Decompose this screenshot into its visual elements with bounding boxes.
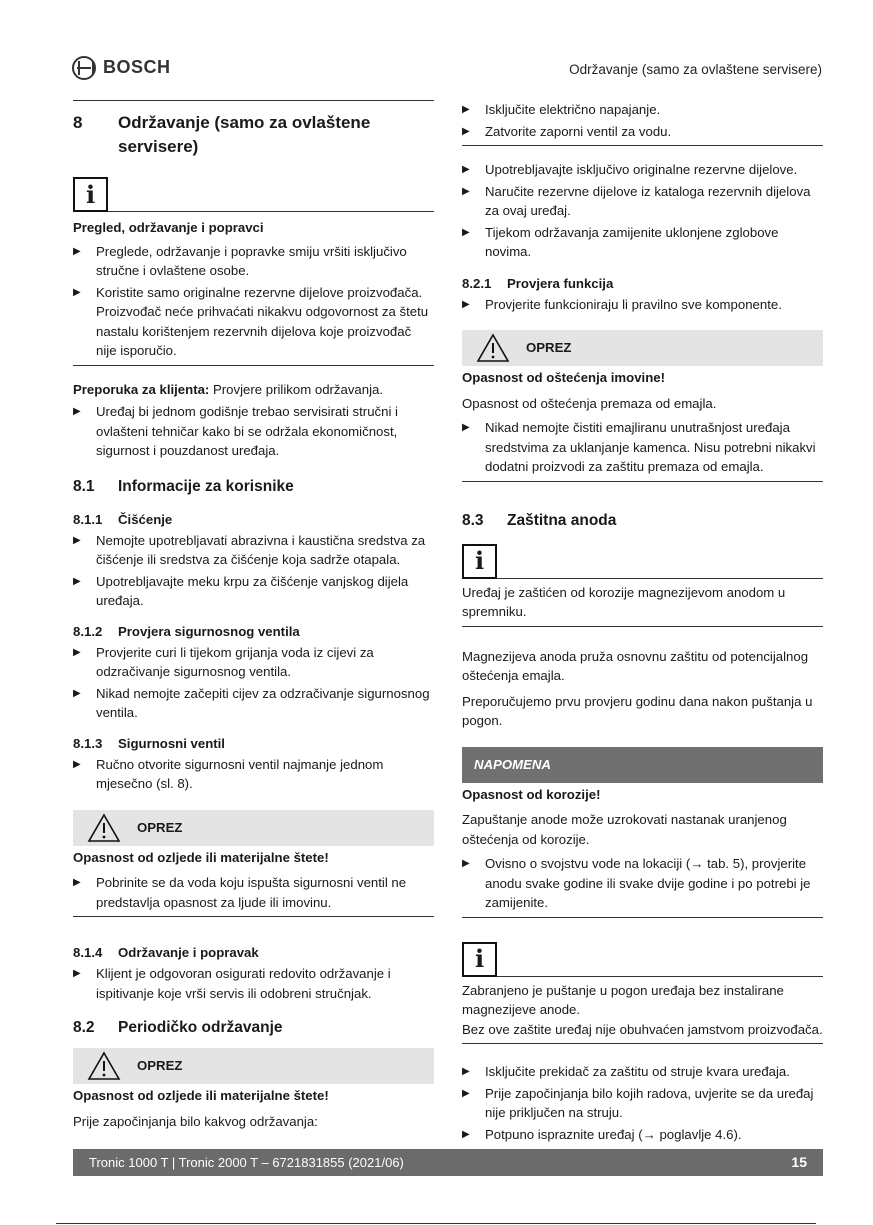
warning-triangle-icon (87, 1051, 121, 1081)
left-column (73, 100, 434, 1131)
section-8-1-1: 8.1.1 Čišćenje (73, 511, 173, 527)
page-number: 15 (791, 1153, 807, 1170)
reco-text: Provjere prilikom održavanja. (209, 381, 384, 397)
section-8-3: 8.3 Zaštitna anoda (462, 511, 617, 529)
list-item: ▶ Provjerite curi li tijekom grijanja voda iz cijevi za odzračivanje sigurnosnog ventila. (73, 644, 374, 679)
info-heading: Pregled, održavanje i popravci (73, 220, 264, 235)
list-item: ▶ Potpuno ispraznite uređaj (→ poglavlje 4.6). (462, 1126, 742, 1142)
info-icon: i (462, 544, 497, 579)
warning-heading: Opasnost od oštećenja imovine! (462, 370, 665, 385)
warning-heading: Opasnost od ozljede ili materijalne štete! (73, 849, 329, 865)
bosch-logo (72, 56, 171, 80)
info-box (73, 177, 434, 212)
warning-heading: Opasnost od ozljede ili materijalne štete! (73, 1088, 329, 1103)
list-item: ▶ Nikad nemojte začepiti cijev za odzračivanje sigurnosnog ventila. (73, 685, 430, 720)
info-text: Zabranjeno je puštanje u pogon uređaja bez instalirane magnezijeve anode. (462, 982, 784, 1017)
list-item: ▶ Koristite samo originalne rezervne dijelove proizvođača. Proizvođač neće prihvaćati nikakvu odgovornost za štetu nastalu korištenjem rezervnih dijelova koje proizvođač nije isporučio. (73, 284, 429, 358)
list-item: ▶ Pobrinite se da voda koju ispušta sigurnosni ventil ne predstavlja opasnost za ljude ili imovinu. (73, 875, 407, 910)
warning-label: OPREZ (526, 340, 572, 356)
note-bar (462, 747, 823, 783)
parts-list (462, 160, 823, 262)
warning-text: Prije započinjanja bilo kakvog održavanja: (73, 1113, 318, 1129)
list-item: ▶ Klijent je odgovoran osigurati redovito održavanje i ispitivanje koje vrši servis ili odobreni stručnjak. (73, 966, 391, 1001)
list-item: ▶ Uređaj bi jednom godišnje trebao servisirati stručni i ovlašteni tehničar kako bi se održala ekonomičnost, sigurnost i pouzdanost uređaja. (73, 404, 398, 458)
footer-doc-id: Tronic 1000 T | Tronic 2000 T – 6721831855 (2021/06) (89, 1154, 404, 1170)
list-item: ▶ Zatvorite zaporni ventil za vodu. (462, 123, 672, 139)
warning-bar (73, 810, 434, 846)
list-item: ▶ Provjerite funkcioniraju li pravilno sve komponente. (462, 296, 782, 312)
warning-label: OPREZ (137, 819, 183, 835)
warning-block (73, 846, 434, 918)
list-item: ▶ Tijekom održavanja zamijenite uklonjene zglobove novima. (462, 224, 779, 259)
list-item: ▶ Ručno otvorite sigurnosni ventil najmanje jednom mjesečno (sl. 8). (73, 756, 384, 791)
bosch-armature-icon (72, 56, 96, 80)
note-block (462, 783, 823, 918)
section-8-1-2: 8.1.2 Provjera sigurnosnog ventila (73, 623, 300, 639)
final-steps (462, 1062, 823, 1144)
client-recommendation (73, 380, 434, 400)
warning-label: OPREZ (137, 1058, 183, 1074)
chapter-heading (73, 100, 434, 159)
chapter-number: 8 (73, 113, 83, 132)
info-block (73, 212, 434, 366)
warning-block (462, 366, 823, 482)
note-heading: Opasnost od korozije! (462, 786, 601, 802)
section-8-2: 8.2 Periodičko održavanje (73, 1019, 283, 1036)
warning-triangle-icon (476, 333, 510, 363)
list-item: ▶ Isključite prekidač za zaštitu od struje kvara uređaja. (462, 1064, 790, 1079)
section-8-1-4: 8.1.4 Održavanje i popravak (73, 945, 259, 960)
page-footer (73, 1149, 823, 1176)
warning-text: Opasnost od oštećenja premaza od emajla. (462, 395, 717, 411)
list-item: ▶ Naručite rezervne dijelove iz kataloga rezervnih dijelova za ovaj uređaj. (462, 183, 811, 218)
reco-label: Preporuka za klijenta: (73, 381, 210, 397)
section-8-1-3: 8.1.3 Sigurnosni ventil (73, 735, 225, 751)
info-block (462, 977, 823, 1045)
info-icon: i (73, 177, 108, 212)
paragraph: Magnezijeva anoda pruža osnovnu zaštitu od potencijalnog oštećenja emajla. (462, 648, 809, 683)
warning-triangle-icon (87, 813, 121, 843)
info-text: Uređaj je zaštićen od korozije magnezijevom anodom u spremniku. (462, 584, 786, 619)
list-item: ▶ Upotrebljavajte meku krpu za čišćenje vanjskog dijela uređaja. (73, 573, 409, 608)
warning-block (73, 1084, 434, 1131)
warning-bar (462, 330, 823, 366)
list-item: ▶ Ovisno o svojstvu vode na lokaciji (→ tab. 5), provjerite anodu svake godine ili svake dvije godine i po potrebi je zamijenite. (462, 856, 811, 910)
info-block (462, 579, 823, 627)
info-text: Bez ove zaštite uređaj nije obuhvaćen jamstvom proizvođača. (462, 1021, 823, 1037)
running-title: Održavanje (samo za ovlaštene servisere) (569, 62, 822, 77)
list-item: ▶ Nemojte upotrebljavati abrazivna i kaustična sredstva za čišćenje ili sredstva za čišćenje koja sadrže otapala. (73, 532, 426, 567)
list-item: ▶ Isključite električno napajanje. (462, 102, 661, 117)
chapter-title: Održavanje (samo za ovlaštene servisere) (118, 113, 371, 156)
section-8-2-1: 8.2.1 Provjera funkcija (462, 275, 614, 291)
brand-name: BOSCH (103, 57, 171, 78)
note-text: Zapuštanje anode može uzrokovati nastanak uranjenog oštećenja od korozije. (462, 812, 787, 847)
info-icon: i (462, 942, 497, 977)
warning-bar (73, 1048, 434, 1084)
note-label: NAPOMENA (474, 756, 551, 772)
list-item: ▶ Prije započinjanja bilo kojih radova, uvjerite se da uređaj nije priključen na struju. (462, 1085, 814, 1120)
paragraph: Preporučujemo prvu provjeru godinu dana nakon puštanja u pogon. (462, 693, 813, 728)
list-item: ▶ Preglede, održavanje i popravke smiju vršiti isključivo stručne i ovlaštene osobe. (73, 243, 407, 278)
info-box (462, 942, 823, 977)
bottom-divider (56, 1223, 816, 1224)
right-column (462, 100, 823, 1144)
top-steps (462, 100, 823, 146)
list-item: ▶ Nikad nemojte čistiti emajliranu unutrašnjost uređaja sredstvima za uklanjanje kamenca. Nisu potrebni nikakvi dodatni proizvodi za zaštitu premaza od emajla. (462, 420, 816, 474)
info-box (462, 544, 823, 579)
section-8-1: 8.1 Informacije za korisnike (73, 477, 294, 495)
list-item: ▶ Upotrebljavajte isključivo originalne rezervne dijelove. (462, 162, 798, 177)
